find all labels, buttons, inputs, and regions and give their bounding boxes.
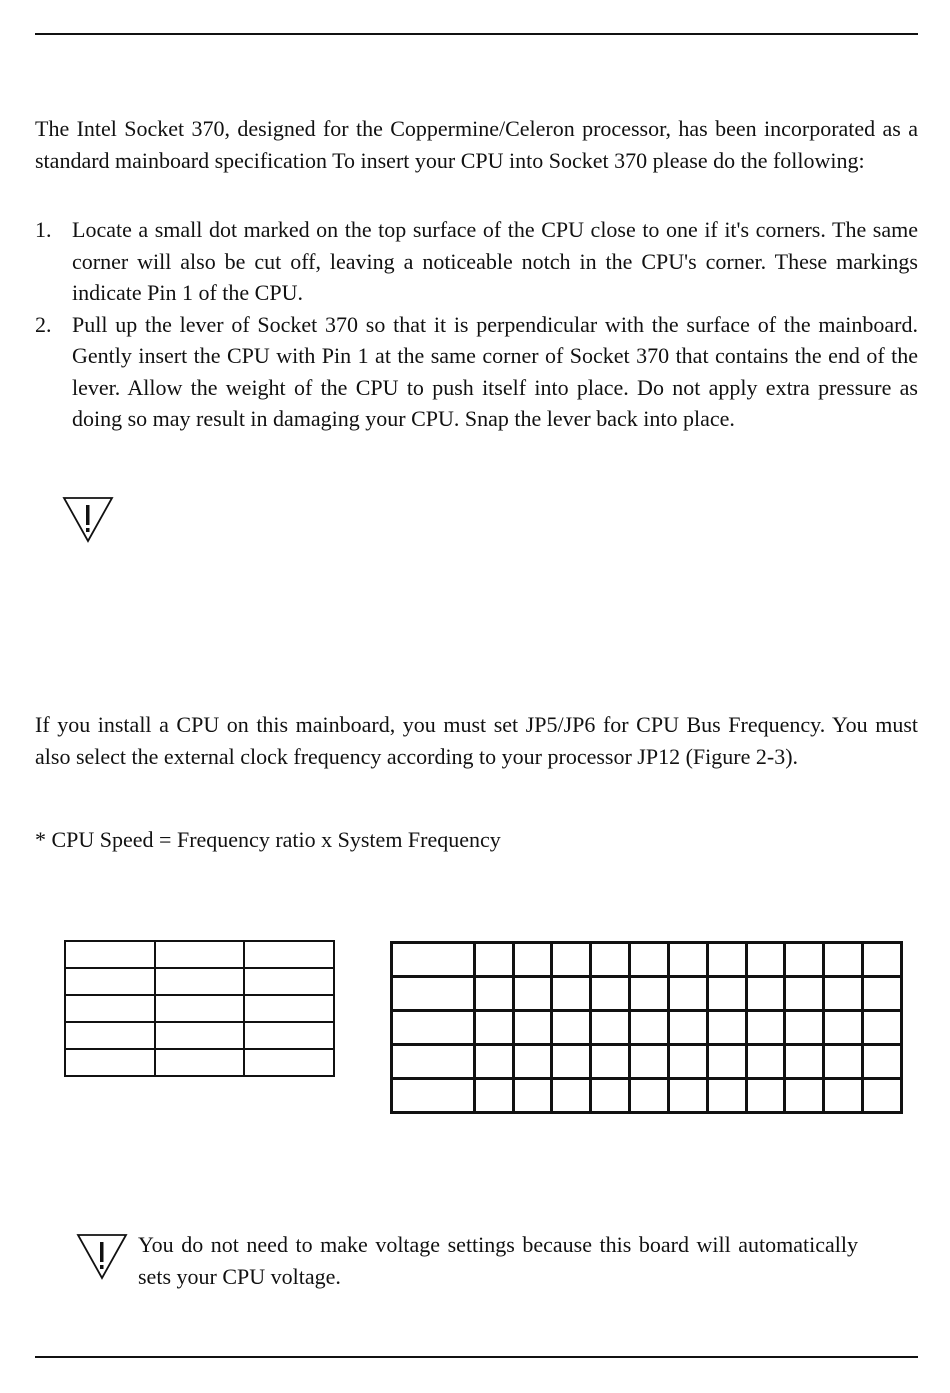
table-cell xyxy=(65,941,155,968)
table-cell xyxy=(513,977,552,1011)
table-cell xyxy=(630,1011,669,1045)
step-number: 1. xyxy=(35,217,52,242)
frequency-paragraph: If you install a CPU on this mainboard, you must set JP5/JP6 for CPU Bus Frequency. You must also select the external clock frequency according to your processor JP12 (Figure 2-3). xyxy=(35,712,918,769)
table-cell xyxy=(552,1079,591,1113)
table-row xyxy=(65,941,334,968)
table-cell xyxy=(155,1022,245,1049)
table-row xyxy=(392,1045,902,1079)
table-cell xyxy=(513,943,552,977)
jumper-table-left xyxy=(64,940,335,1077)
table-cell xyxy=(824,977,863,1011)
table-cell xyxy=(824,943,863,977)
table-cell xyxy=(392,1011,475,1045)
table-cell xyxy=(155,968,245,995)
table-cell xyxy=(65,968,155,995)
speed-formula: * CPU Speed = Frequency ratio x System Frequency xyxy=(35,827,501,852)
install-steps xyxy=(35,214,918,435)
table-cell xyxy=(863,1011,902,1045)
table-cell xyxy=(863,1079,902,1113)
table-cell xyxy=(707,977,746,1011)
step-text: Pull up the lever of Socket 370 so that it is perpendicular with the surface of the mainboard. Gently insert the CPU with Pin 1 at the same corner of Socket 370 that contains the end of the lever. Allow the weight of the CPU to push itself into place. Do not apply extra pressure as doing so may result in damaging your CPU. Snap the lever back into place. xyxy=(72,311,918,431)
table-cell xyxy=(552,943,591,977)
jumper-table-right xyxy=(390,941,903,1114)
table-cell xyxy=(863,943,902,977)
table-cell xyxy=(668,1045,707,1079)
warning-triangle-icon xyxy=(76,1232,128,1280)
table-cell xyxy=(392,1045,475,1079)
table-cell xyxy=(746,1045,785,1079)
voltage-note: You do not need to make voltage settings because this board will automatically sets your CPU voltage. xyxy=(138,1232,858,1289)
table-cell xyxy=(591,943,630,977)
table-cell xyxy=(746,1079,785,1113)
table-cell xyxy=(746,943,785,977)
table-cell xyxy=(474,943,513,977)
table-cell xyxy=(155,1049,245,1076)
table-cell xyxy=(513,1011,552,1045)
table-cell xyxy=(707,1011,746,1045)
table-cell xyxy=(244,1022,334,1049)
table-row xyxy=(392,943,902,977)
table-cell xyxy=(785,1011,824,1045)
table-cell xyxy=(244,941,334,968)
table-cell xyxy=(474,1079,513,1113)
table-cell xyxy=(244,1049,334,1076)
table-cell xyxy=(591,1079,630,1113)
table-cell xyxy=(65,995,155,1022)
table-cell xyxy=(552,977,591,1011)
table-cell xyxy=(630,977,669,1011)
table-cell xyxy=(707,943,746,977)
step-item xyxy=(35,214,918,309)
table-cell xyxy=(591,1011,630,1045)
table-row xyxy=(65,1049,334,1076)
table-cell xyxy=(707,1079,746,1113)
table-cell xyxy=(65,1049,155,1076)
warning-triangle-icon xyxy=(62,495,114,543)
table-cell xyxy=(474,1011,513,1045)
table-row xyxy=(65,968,334,995)
top-rule xyxy=(35,33,918,35)
table-cell xyxy=(155,995,245,1022)
table-cell xyxy=(785,1079,824,1113)
table-cell xyxy=(630,943,669,977)
step-item xyxy=(35,309,918,435)
table-cell xyxy=(824,1045,863,1079)
table-cell xyxy=(824,1011,863,1045)
table-cell xyxy=(707,1045,746,1079)
table-cell xyxy=(392,1079,475,1113)
table-cell xyxy=(392,943,475,977)
table-cell xyxy=(392,977,475,1011)
table-cell xyxy=(668,1079,707,1113)
table-row xyxy=(65,1022,334,1049)
table-cell xyxy=(591,977,630,1011)
table-row xyxy=(392,1079,902,1113)
table-cell xyxy=(668,1011,707,1045)
bottom-rule xyxy=(35,1356,918,1358)
table-cell xyxy=(630,1079,669,1113)
table-cell xyxy=(552,1011,591,1045)
table-cell xyxy=(591,1045,630,1079)
table-cell xyxy=(474,977,513,1011)
step-number: 2. xyxy=(35,311,52,337)
table-row xyxy=(65,995,334,1022)
intro-paragraph: The Intel Socket 370, designed for the Coppermine/Celeron processor, has been incorporated as a standard mainboard specification To insert your CPU into Socket 370 please do the following: xyxy=(35,116,918,173)
table-cell xyxy=(863,977,902,1011)
table-cell xyxy=(513,1045,552,1079)
table-cell xyxy=(244,995,334,1022)
table-row xyxy=(392,1011,902,1045)
table-cell xyxy=(155,941,245,968)
table-cell xyxy=(65,1022,155,1049)
table-cell xyxy=(746,1011,785,1045)
table-cell xyxy=(785,977,824,1011)
table-cell xyxy=(824,1079,863,1113)
table-cell xyxy=(513,1079,552,1113)
step-text: Locate a small dot marked on the top surface of the CPU close to one if it's corners. The same corner will also be cut off, leaving a noticeable notch in the CPU's corner. These markings indicate Pin 1 of the CPU. xyxy=(72,217,918,305)
table-cell xyxy=(785,1045,824,1079)
table-cell xyxy=(552,1045,591,1079)
table-cell xyxy=(863,1045,902,1079)
table-cell xyxy=(785,943,824,977)
table-cell xyxy=(244,968,334,995)
table-cell xyxy=(668,943,707,977)
table-cell xyxy=(630,1045,669,1079)
table-cell xyxy=(746,977,785,1011)
table-row xyxy=(392,977,902,1011)
table-cell xyxy=(668,977,707,1011)
table-cell xyxy=(474,1045,513,1079)
